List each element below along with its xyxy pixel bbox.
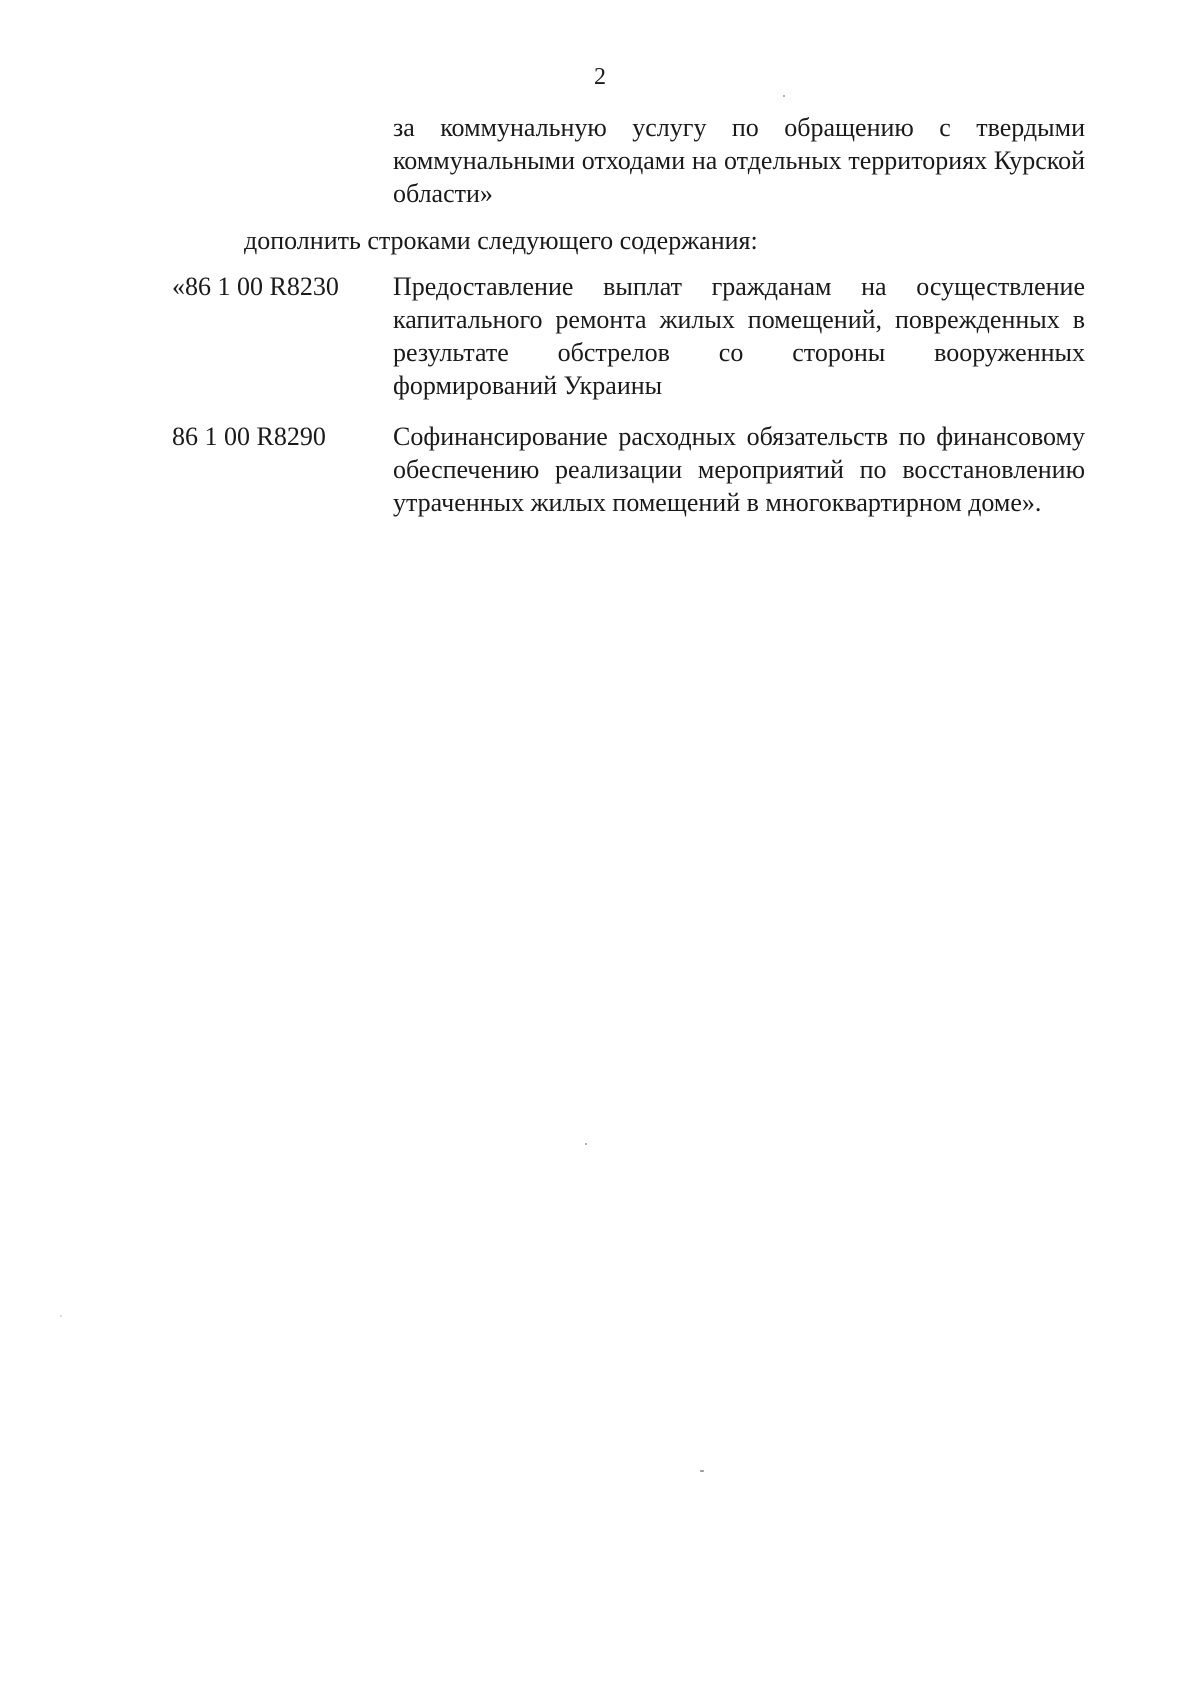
page-number: 2 — [594, 64, 606, 90]
continuation-paragraph: за коммунальную услугу по обращению с твердыми коммунальными отходами на отдельных территориях Курской области» — [393, 113, 1085, 208]
scan-speck — [60, 1315, 62, 1317]
row-description: Предоставление выплат гражданам на осуществление капитального ремонта жилых помещений, поврежденных в результате обстрелов со стороны вооруженных формирований Украины — [393, 272, 1085, 400]
row-code: «86 1 00 R8230 — [172, 272, 339, 301]
row-code: 86 1 00 R8290 — [172, 422, 326, 451]
row-description: Софинансирование расходных обязательств по финансовому обеспечению реализации мероприятий по восстановлению утраченных жилых помещений в многоквартирном доме». — [393, 422, 1085, 517]
scan-speck — [585, 1143, 587, 1145]
intro-line: дополнить строками следующего содержания: — [244, 226, 758, 255]
scan-speck — [700, 1470, 704, 1472]
scan-speck — [783, 95, 785, 97]
